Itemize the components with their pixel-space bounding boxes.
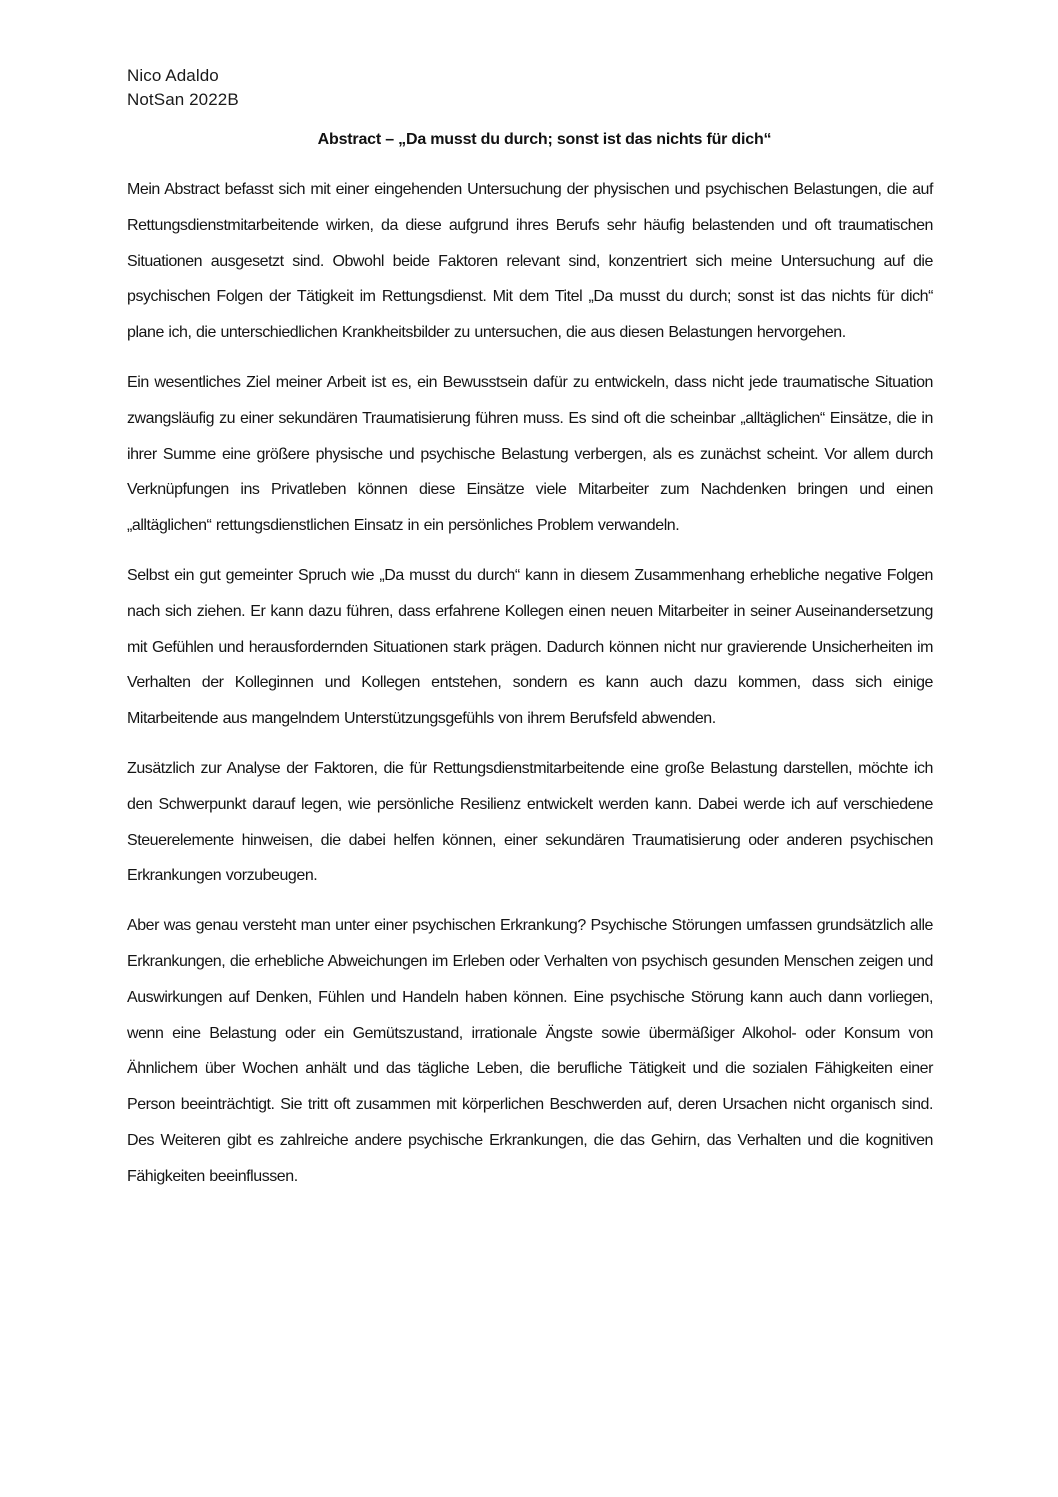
paragraph-2: Ein wesentliches Ziel meiner Arbeit ist es, ein Bewusstsein dafür zu entwickeln, dass nicht jede traumatische Situation zwangsläufig zu einer sekundären Traumatisierung führen muss. Es sind oft die scheinbar „alltäglichen“ Einsätze, die in ihrer Summe eine größere physische und psychische Belastung verbergen, als es zunächst scheint. Vor allem durch Verknüpfungen ins Privatleben können diese Einsätze viele Mitarbeiter zum Nachdenken bringen und einen „alltäglichen“ rettungsdienstlichen Einsatz in ein persönliches Problem verwandeln. — [127, 373, 933, 535]
author-name: Nico Adaldo — [127, 66, 219, 85]
author-block — [127, 64, 239, 112]
paragraph-3: Selbst ein gut gemeinter Spruch wie „Da musst du durch“ kann in diesem Zusammenhang erhebliche negative Folgen nach sich ziehen. Er kann dazu führen, dass erfahrene Kollegen einen neuen Mitarbeiter in seiner Auseinandersetzung mit Gefühlen und herausfordernden Situationen stark prägen. Dadurch können nicht nur gravierende Unsicherheiten im Verhalten der Kolleginnen und Kollegen entstehen, sondern es kann auch dazu kommen, dass sich einige Mitarbeitende aus mangelndem Unterstützungsgefühls von ihrem Berufsfeld abwenden. — [127, 566, 933, 728]
document-title: Abstract – „Da musst du durch; sonst ist das nichts für dich“ — [317, 131, 772, 148]
paragraph-4: Zusätzlich zur Analyse der Faktoren, die für Rettungsdienstmitarbeitende eine große Belastung darstellen, möchte ich den Schwerpunkt darauf legen, wie persönliche Resilienz entwickelt werden kann. Dabei werde ich auf verschiedene Steuerelemente hinweisen, die dabei helfen können, einer sekundären Traumatisierung oder anderen psychischen Erkrankungen vorzubeugen. — [127, 759, 933, 885]
course-label: NotSan 2022B — [127, 90, 239, 109]
paragraph-1: Mein Abstract befasst sich mit einer eingehenden Untersuchung der physischen und psychischen Belastungen, die auf Rettungsdienstmitarbeitende wirken, da diese aufgrund ihres Berufs sehr häufig belastenden und oft traumatischen Situationen ausgesetzt sind. Obwohl beide Faktoren relevant sind, konzentriert sich meine Untersuchung auf die psychischen Folgen der Tätigkeit im Rettungsdienst. Mit dem Titel „Da musst du durch; sonst ist das nichts für dich“ plane ich, die unterschiedlichen Krankheitsbilder zu untersuchen, die aus diesen Belastungen hervorgehen. — [127, 181, 933, 342]
abstract-body — [127, 172, 933, 1209]
paragraph-5: Aber was genau versteht man unter einer psychischen Erkrankung? Psychische Störungen umfassen grundsätzlich alle Erkrankungen, die erhebliche Abweichungen im Erleben oder Verhalten von psychisch gesunden Menschen zeigen und Auswirkungen auf Denken, Fühlen und Handeln haben können. Eine psychische Störung kann auch dann vorliegen, wenn eine Belastung oder ein Gemütszustand, irrationale Ängste sowie übermäßiger Alkohol- oder Konsum von Ähnlichem über Wochen anhält und das tägliche Leben, die berufliche Tätigkeit und die sozialen Fähigkeiten einer Person beeinträchtigt. Sie tritt oft zusammen mit körperlichen Beschwerden auf, deren Ursachen nicht organisch sind. Des Weiteren gibt es zahlreiche andere psychische Erkrankungen, die das Gehirn, das Verhalten und die kognitiven Fähigkeiten beeinflussen. — [127, 917, 933, 1185]
